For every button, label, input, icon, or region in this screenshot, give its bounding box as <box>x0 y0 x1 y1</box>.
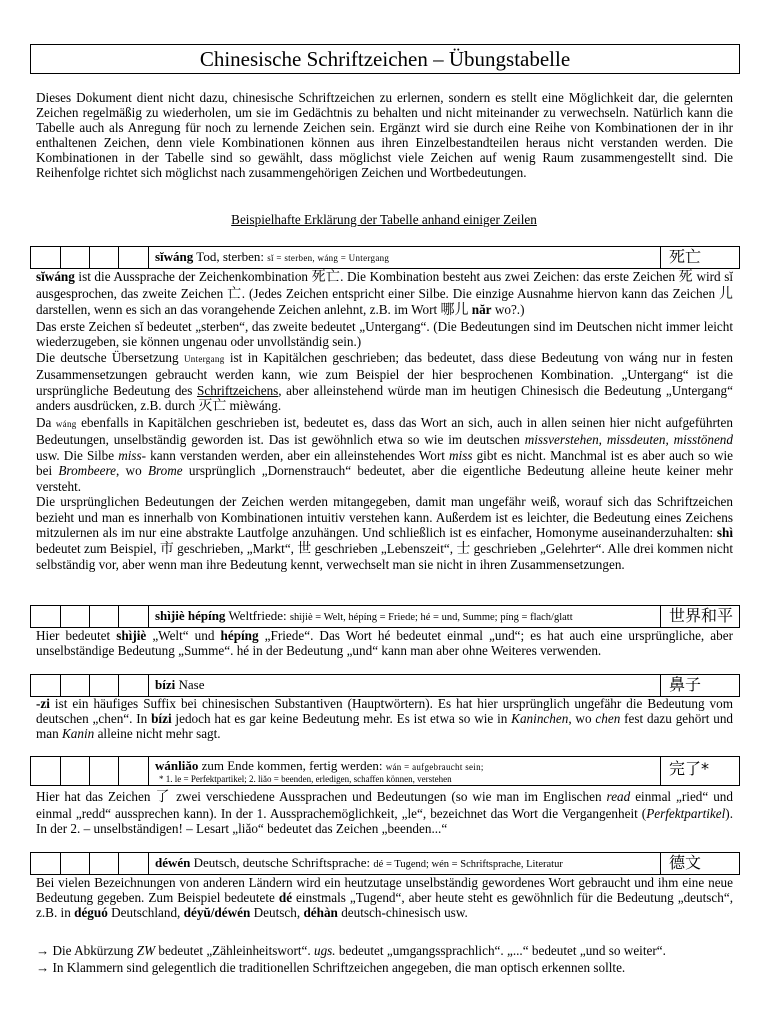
italic: Kanin <box>62 726 95 741</box>
table-row-siwang <box>30 246 740 269</box>
row-detail: dé = Tugend; wén = Schriftsprache, Literatur <box>373 859 563 870</box>
title-box <box>30 44 740 74</box>
row-pinyin: déwén <box>155 855 191 870</box>
text: . (Jedes Zeichen entspricht einer Silbe. Die einzige Ausnahme hiervon kann das Zeichen <box>241 285 720 301</box>
text: alleine nicht mehr sagt. <box>94 726 221 741</box>
row-detail-second-line: * 1. le = Perfektpartikel; 2. liăo = beenden, erledigen, schaffen können, verstehen <box>159 774 452 784</box>
row-meaning: Weltfriede: <box>225 608 290 623</box>
text: deutsch-chinesisch usw. <box>337 905 468 920</box>
row-hanzi: 世界和平 <box>669 606 734 625</box>
row-hanzi: 德文 <box>669 853 702 872</box>
practice-cell <box>118 606 149 627</box>
term: bízi <box>151 711 172 726</box>
row-meaning: Nase <box>175 677 205 692</box>
hanzi-inline: 灭亡 <box>198 398 227 414</box>
row-pinyin: sĭwáng <box>155 249 194 264</box>
term: shìjiè <box>116 628 147 643</box>
practice-cell <box>118 757 149 785</box>
term: sĭwáng <box>36 269 75 284</box>
text: bedeutet zum Beispiel, <box>36 540 160 556</box>
text: bedeutet „umgangssprachlich“. „...“ bedeutet „und so weiter“. <box>335 943 666 958</box>
italic: ugs. <box>313 943 336 958</box>
text: ursprünglich „Dornenstrauch“ bedeutet, aber die eigentliche Bedeutung alleine heute keiner mehr versteht. <box>36 463 733 494</box>
row-hanzi: 完了* <box>669 759 710 778</box>
term: déguó <box>74 905 108 920</box>
term: déyŭ/déwén <box>183 905 251 920</box>
hanzi-inline: 死亡 <box>311 269 341 285</box>
term: shì <box>716 525 733 540</box>
practice-cell <box>31 757 61 785</box>
hanzi-inline: 士 <box>456 540 471 557</box>
text: fest dazu gehört und man <box>36 711 734 741</box>
term: hépíng <box>220 628 259 643</box>
text: ist ein häufiges Suffix bei chinesischen Substantiven (Hauptwörtern). Es hat hier ursprünglich ungefähr die Bedeutung vom deutschen „chen“. In <box>36 696 733 726</box>
practice-cell <box>60 853 90 874</box>
text: kann verstanden werden, aber ein alleinstehendes Wort <box>146 447 450 463</box>
smallcaps: wáng <box>55 418 77 429</box>
practice-cells <box>31 606 149 627</box>
text: jedoch hat es gar keine Bedeutung mehr. Es ist etwa so wie in <box>171 711 512 726</box>
text: geschrieben „Lebenszeit“, <box>311 540 457 556</box>
text: , wo <box>568 711 596 726</box>
smallcaps: Untergang <box>183 353 225 364</box>
italic: miss- <box>118 447 147 463</box>
row-hanzi: 鼻子 <box>669 675 702 694</box>
text: ist die Aussprache der Zeichenkombination <box>74 269 312 284</box>
italic: missverstehen, missdeuten, misstönend <box>524 432 733 447</box>
practice-cell <box>118 675 149 696</box>
text: „Welt“ und <box>146 628 221 643</box>
explanation-bizi <box>36 696 733 741</box>
hanzi-cell <box>660 675 739 696</box>
hanzi-inline: 儿 <box>719 285 734 302</box>
practice-cell <box>89 247 119 268</box>
text: geschrieben, „Markt“, <box>173 540 298 556</box>
text: Die ursprünglichen Bedeutungen der Zeichen werden mitangegeben, damit man ungefähr weiß, worauf sich das Schriftzeichen bezieht und man es innerhalb von Kombinationen intuitiv verstehen kann. Außerdem ist es leichter, die Bedeutung eines Zeichens mitzulernen als im nur eine abstrakte Lautfolge anzuhängen. Und schließlich ist es einfacher, Homonyme auseinanderzuhalten: <box>36 494 733 540</box>
italic: miss <box>449 447 473 463</box>
row-meaning: zum Ende kommen, fertig werden: <box>198 758 386 773</box>
italic: Kaninchen <box>511 711 569 726</box>
practice-cells <box>31 247 149 268</box>
text: ). In der 2. – unselbständigen! – Lesart „liăo“ bedeutet das Zeichen „beenden...“ <box>36 805 733 836</box>
text: , aber alleinstehend würde man im heutigen Chinesisch die Bedeutung „Untergang“ anders ausdrücken, z.B. durch <box>36 382 733 413</box>
intro-paragraph: Dieses Dokument dient nicht dazu, chinesische Schriftzeichen zu erlernen, sondern es stellt eine Möglichkeit dar, die gelernten Zeichen regelmäßig zu wiederholen, um sie im Gedächtnis zu behalten und nicht miteinander zu verwechseln. Natürlich kann die Tabelle auch als Anregung für noch zu lernende Zeichen sein. Ergänzt wird sie durch eine Reihe von Kombinationen der in ihr enthaltenen Zeichen, denn viele Kombinationen können aus ihren Einzelbestandteilen heraus nicht verstanden werden. Die Kombinationen in der Tabelle sind so gewählt, dass möglichst viele Zeichen auf wenig Raum zusammengestellt sind. Die Reihenfolge richtet sich möglichst nach zusammengehörigen Zeichen und Wortbedeutungen. <box>36 90 733 180</box>
hanzi-inline: 市 <box>159 540 174 557</box>
note-abbreviations <box>36 943 736 958</box>
practice-cells <box>31 757 149 785</box>
term: déhàn <box>303 905 338 920</box>
text: Deutschland, <box>107 905 184 920</box>
practice-cell <box>89 853 119 874</box>
hanzi-cell <box>660 853 739 874</box>
hanzi-inline: 死 <box>678 269 693 285</box>
table-row-shijie-heping <box>30 605 740 628</box>
row-entry <box>155 758 657 775</box>
practice-cell <box>89 606 119 627</box>
italic: Perfektpartikel <box>646 805 726 821</box>
row-detail: sĭ = sterben, wáng = Untergang <box>267 253 390 263</box>
practice-cell <box>31 675 61 696</box>
term: -zi <box>36 696 50 711</box>
row-entry <box>155 608 657 625</box>
text: zwei verschiedene Aussprachen und Bedeutungen (so wie man im Englischen <box>171 789 607 804</box>
text: Da <box>36 414 56 430</box>
row-hanzi: 死亡 <box>669 247 702 266</box>
row-entry <box>155 249 657 266</box>
practice-cell <box>60 247 90 268</box>
row-meaning: Deutsch, deutsche Schriftsprache: <box>190 855 374 870</box>
row-entry <box>155 677 657 692</box>
practice-cells <box>31 853 149 874</box>
text: einstmals „Tugend“, aber heute steht es gewöhnlich für die Bedeutung „deutsch“, z.B. in <box>36 890 734 920</box>
text: geschrieben „Gelehrter“. Alle drei kommen nicht selbständig vor, aber wenn man ihre Bedeutung kennt, verwechselt man sie nicht in ihren Zusammensetzungen. <box>36 540 733 572</box>
practice-cell <box>31 247 61 268</box>
table-row-dewen <box>30 852 740 875</box>
practice-cell <box>31 606 61 627</box>
row-pinyin: shìjiè hépíng <box>155 608 226 623</box>
practice-cell <box>89 675 119 696</box>
table-row-wanliao <box>30 756 740 786</box>
text: Die deutsche Übersetzung <box>36 349 184 365</box>
row-pinyin: wánliăo <box>155 758 199 773</box>
text: , wo <box>116 463 148 478</box>
note-traditional-characters: → In Klammern sind gelegentlich die traditionellen Schriftzeichen angegeben, die man optisch erkennen sollte. <box>36 960 626 975</box>
hanzi-inline: 亡 <box>227 285 242 302</box>
text: darstellen, wenn es sich an das vorangehende Zeichen anlehnt, z.B. im Wort <box>36 302 441 317</box>
practice-cell <box>118 247 149 268</box>
practice-cells <box>31 675 149 696</box>
text: Das erste Zeichen sĭ bedeutet „sterben“, das zweite bedeutet „Untergang“. (Die Bedeutungen sind im Deutschen nicht immer leicht wiederzugeben, sie können ungenau oder unvollständig sein.) <box>36 318 733 349</box>
practice-cell <box>118 853 149 874</box>
term: dé <box>278 890 293 905</box>
hanzi-cell <box>660 606 739 627</box>
italic: Brombeere <box>58 463 116 478</box>
text: Hier bedeutet <box>36 628 117 643</box>
text: usw. Die Silbe <box>36 447 119 463</box>
text: Bei vielen Bezeichnungen von anderen Ländern wird ein heutzutage unselbständig gewordenes Wort gebraucht und ihm eine neue Bedeutung gegeben. Zum Beispiel bedeutete <box>36 875 733 905</box>
practice-cell <box>60 757 90 785</box>
text: ist in Kapitälchen geschrieben; das bedeutet, dass diese Bedeutung von wáng nur in festen Zusammensetzungen gebraucht werden kann, wie zum Beispiel der hier besprochenen Kombination. „Untergang“ ist die ursprüngliche Bedeutung des <box>36 349 733 398</box>
explanation-siwang <box>36 269 733 573</box>
table-row-bizi <box>30 674 740 697</box>
explanation-wanliao <box>36 789 733 837</box>
hanzi-inline: 世 <box>297 540 312 557</box>
row-meaning: Tod, sterben: <box>193 249 268 264</box>
hanzi-inline: 了 <box>155 789 172 805</box>
practice-cell <box>60 606 90 627</box>
text: → Die Abkürzung <box>36 943 137 958</box>
italic: chen <box>595 711 621 726</box>
text: mièwáng. <box>226 398 282 413</box>
hanzi-cell <box>660 247 739 268</box>
row-entry <box>155 855 657 872</box>
practice-cell <box>89 757 119 785</box>
explanation-dewen <box>36 875 733 920</box>
row-detail: wán = aufgebraucht sein; <box>385 762 484 772</box>
explanation-shijie-heping <box>36 628 733 658</box>
text: Deutsch, <box>250 905 304 920</box>
practice-cell <box>60 675 90 696</box>
text: einmal „ried“ und einmal „redd“ aussprechen kann). In der 1. Aussprachemöglichkeit, „le“, bezeichnet das Wort die Vergangenheit ( <box>36 789 733 821</box>
text: wird sĭ ausgesprochen, das zweite Zeichen <box>36 269 734 301</box>
practice-cell <box>31 853 61 874</box>
text: bedeutet „Zähleinheitswort“. <box>155 943 314 958</box>
underlined-word: Schriftzeichens <box>197 382 279 398</box>
text: wo?.) <box>491 302 525 317</box>
text: Hier hat das Zeichen <box>36 789 156 804</box>
italic: read <box>606 789 631 804</box>
italic: Brome <box>147 463 183 478</box>
hanzi-inline: 哪儿 <box>440 302 469 318</box>
text: . Die Kombination besteht aus zwei Zeichen: das erste Zeichen <box>340 269 679 284</box>
text: gibt es nicht. Manchmal ist es aber auch so wie bei <box>36 447 734 478</box>
row-detail: shìjiè = Welt, hépíng = Friede; hé = und, Summe; píng = flach/glatt <box>289 612 573 623</box>
page-title: Chinesische Schriftzeichen – Übungstabelle <box>199 47 571 71</box>
row-pinyin: bízi <box>155 677 176 692</box>
term: năr <box>468 302 492 317</box>
text: „Friede“. Das Wort hé bedeutet einmal „und“; es hat auch eine ursprüngliche, aber unselbständige Bedeutung „Summe“. hé in der Bedeutung „und“ kann man aber ohne Weiteres verwenden. <box>36 628 733 658</box>
text: ebenfalls in Kapitälchen geschrieben ist, bedeutet es, dass das Wort an sich, auch in allen seinen hier nicht aufgeführten Bedeutungen, unselbständig geworden ist. Das ist gewöhnlich etwa so wie im deutschen <box>36 414 733 447</box>
italic: ZW <box>136 943 156 958</box>
hanzi-cell <box>660 757 739 785</box>
section-caption: Beispielhafte Erklärung der Tabelle anhand einiger Zeilen <box>231 212 537 227</box>
